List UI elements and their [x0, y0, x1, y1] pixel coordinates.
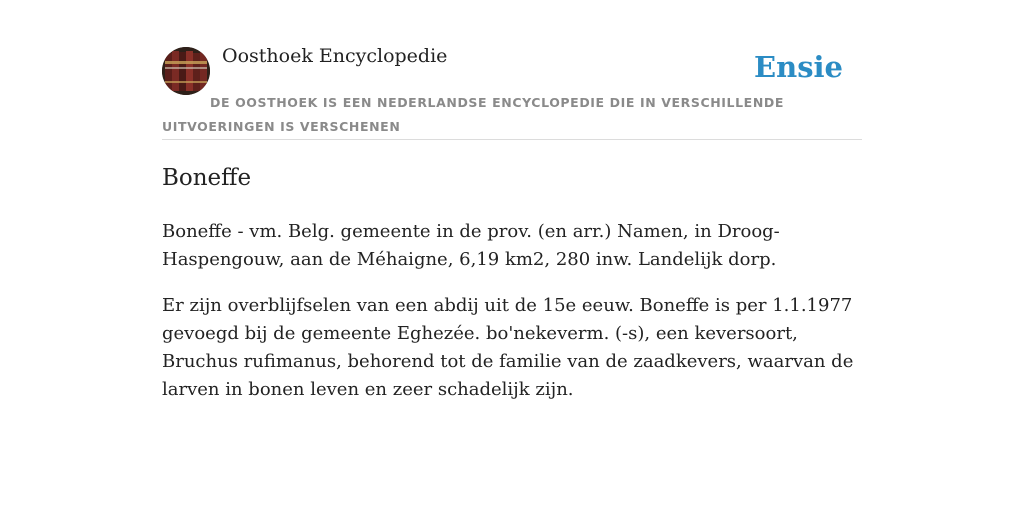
brand-logo[interactable]: Ensie [754, 50, 843, 84]
article-paragraph: Boneffe - vm. Belg. gemeente in de prov. (en arr.) Namen, in Droog-Haspengouw, aan de Méhaigne, 6,19 km2, 280 inw. Landelijk dorp. [162, 221, 780, 270]
article [162, 160, 867, 422]
article-title: Boneffe [162, 165, 252, 191]
encyclopedia-books-icon[interactable] [162, 47, 210, 95]
site-title[interactable]: Oosthoek Encyclopedie [222, 45, 448, 67]
article-paragraph: Er zijn overblijfselen van een abdij uit de 15e eeuw. Boneffe is per 1.1.1977 gevoegd bij de gemeente Eghezée. bo'nekeverm. (-s), een keversoort, Bruchus rufimanus, behorend tot de familie van de zaadkevers, waarvan de larven in bonen leven en zeer schadelijk zijn. [162, 295, 854, 400]
site-tagline: DE OOSTHOEK IS EEN NEDERLANDSE ENCYCLOPEDIE DIE IN VERSCHILLENDE UITVOERINGEN IS VERSCHENEN [162, 95, 784, 134]
site-header [162, 44, 862, 140]
